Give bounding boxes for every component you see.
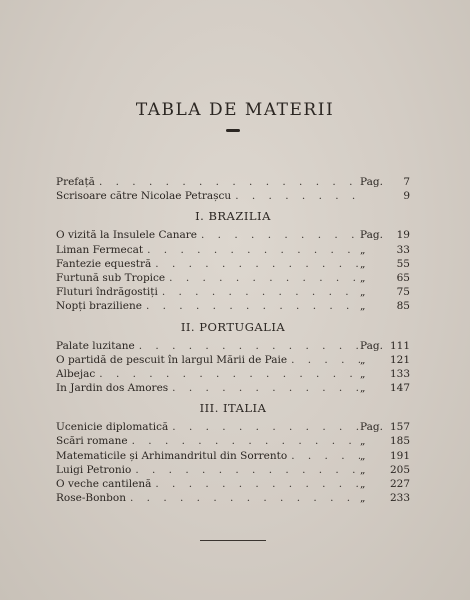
closing-rule (200, 540, 266, 541)
leader-dots (128, 435, 360, 447)
leader-dots (231, 190, 360, 202)
toc-entry-page: 111 (389, 339, 410, 352)
toc-entry-page: 191 (389, 449, 410, 462)
toc-entry (56, 229, 410, 243)
toc-entry (56, 492, 410, 506)
leader-dots (287, 354, 360, 366)
leader-dots (197, 229, 360, 241)
toc-entry-page: 19 (396, 229, 410, 242)
leader-dots (151, 258, 360, 270)
toc-entry-prefix: Pag. (360, 421, 383, 434)
toc-entry-title: O veche cantilenă (56, 478, 152, 490)
table-of-contents (56, 176, 410, 506)
toc-entry-page: 65 (396, 271, 410, 284)
leader-dots (95, 368, 360, 380)
leader-dots (151, 478, 360, 490)
toc-entry-page: 147 (389, 382, 410, 395)
toc-entry-title: Luigi Petronio (56, 463, 132, 476)
toc-entry-prefix: Pag. (360, 176, 383, 188)
toc-entry-prefix: „ (360, 463, 366, 476)
leader-dots (126, 492, 360, 504)
toc-entry-page: 9 (403, 190, 410, 203)
title-ornament (226, 129, 240, 132)
leader-dots (158, 286, 360, 298)
toc-entry-page: 227 (389, 478, 410, 490)
toc-entry-page: 55 (396, 257, 410, 270)
toc-entry (56, 435, 410, 449)
toc-entry (56, 258, 410, 272)
leader-dots (287, 450, 360, 462)
toc-entry-prefix: „ (360, 478, 366, 490)
leader-dots (143, 244, 360, 256)
section-heading: I. BRAZILIA (195, 209, 271, 224)
toc-entry-page: 121 (389, 353, 410, 366)
toc-entry-title: Prefață (56, 176, 95, 188)
toc-entry (56, 272, 410, 286)
section-heading: III. ITALIA (199, 401, 267, 416)
toc-entry-prefix: Pag. (360, 229, 383, 242)
toc-entry (56, 478, 410, 492)
toc-entry-title: Matematicile și Arhimandritul din Sorrento (56, 449, 288, 462)
toc-entry-page: 7 (403, 176, 410, 188)
toc-entry (56, 286, 410, 300)
leader-dots (95, 176, 360, 188)
leader-dots (131, 464, 360, 476)
section-heading: II. PORTUGALIA (180, 319, 286, 334)
toc-entry-title: Scrisoare către Nicolae Petrașcu (56, 190, 232, 203)
page-title: TABLA DE MATERII (135, 100, 335, 120)
leader-dots (135, 340, 360, 352)
toc-entry-page: 157 (389, 421, 410, 434)
toc-entry-page: 133 (389, 367, 410, 380)
toc-entry-page: 233 (389, 492, 410, 505)
toc-entry (56, 368, 410, 382)
toc-entry (56, 244, 410, 258)
toc-entry-prefix: „ (360, 271, 366, 284)
leader-dots (168, 421, 360, 433)
toc-entry (56, 190, 410, 204)
toc-entry-prefix: „ (360, 286, 366, 299)
leader-dots (142, 300, 360, 312)
toc-entry-title: O partidă de pescuit în largul Mării de Paie (56, 353, 288, 366)
toc-entry (56, 464, 410, 478)
toc-entry-prefix: Pag. (360, 339, 383, 352)
toc-entry-prefix: „ (360, 367, 366, 380)
toc-entry-prefix: „ (360, 353, 366, 366)
toc-entry-prefix: „ (360, 449, 366, 462)
toc-entry-title: Palate luzitane (56, 339, 135, 352)
toc-entry (56, 450, 410, 464)
toc-entry (56, 176, 410, 190)
toc-entry (56, 300, 410, 314)
toc-entry-title: O vizită la Insulele Canare (56, 229, 197, 242)
toc-entry-title: Fantezie equestră (56, 257, 152, 270)
toc-entry-title: In Jardin dos Amores (56, 382, 169, 395)
toc-entry-page: 33 (396, 243, 410, 256)
toc-entry (56, 340, 410, 354)
toc-entry-page: 185 (389, 435, 410, 448)
toc-entry-prefix: „ (360, 300, 366, 313)
toc-entry-title: Ucenicie diplomatică (56, 421, 169, 434)
toc-entry-page: 205 (389, 463, 410, 476)
toc-entry-prefix: „ (360, 492, 366, 505)
toc-entry-prefix: „ (360, 257, 366, 270)
toc-entry-title: Furtună sub Tropice (56, 271, 166, 284)
leader-dots (168, 382, 360, 394)
toc-entry-title: Liman Fermecat (56, 243, 144, 256)
toc-entry-title: Albejac (56, 367, 96, 380)
toc-entry-title: Fluturi îndrăgostiți (56, 286, 158, 299)
toc-entry-title: Rose-Bonbon (56, 492, 126, 505)
toc-entry-page: 75 (396, 286, 410, 299)
toc-entry-title: Scări romane (56, 435, 128, 448)
toc-entry (56, 382, 410, 396)
toc-entry-title: Nopți braziliene (56, 300, 142, 313)
toc-entry-page: 85 (396, 300, 410, 313)
toc-entry-prefix: „ (360, 243, 366, 256)
toc-entry (56, 421, 410, 435)
toc-entry-prefix: „ (360, 382, 366, 395)
toc-entry-prefix: „ (360, 435, 366, 448)
leader-dots (165, 272, 360, 284)
toc-entry (56, 354, 410, 368)
